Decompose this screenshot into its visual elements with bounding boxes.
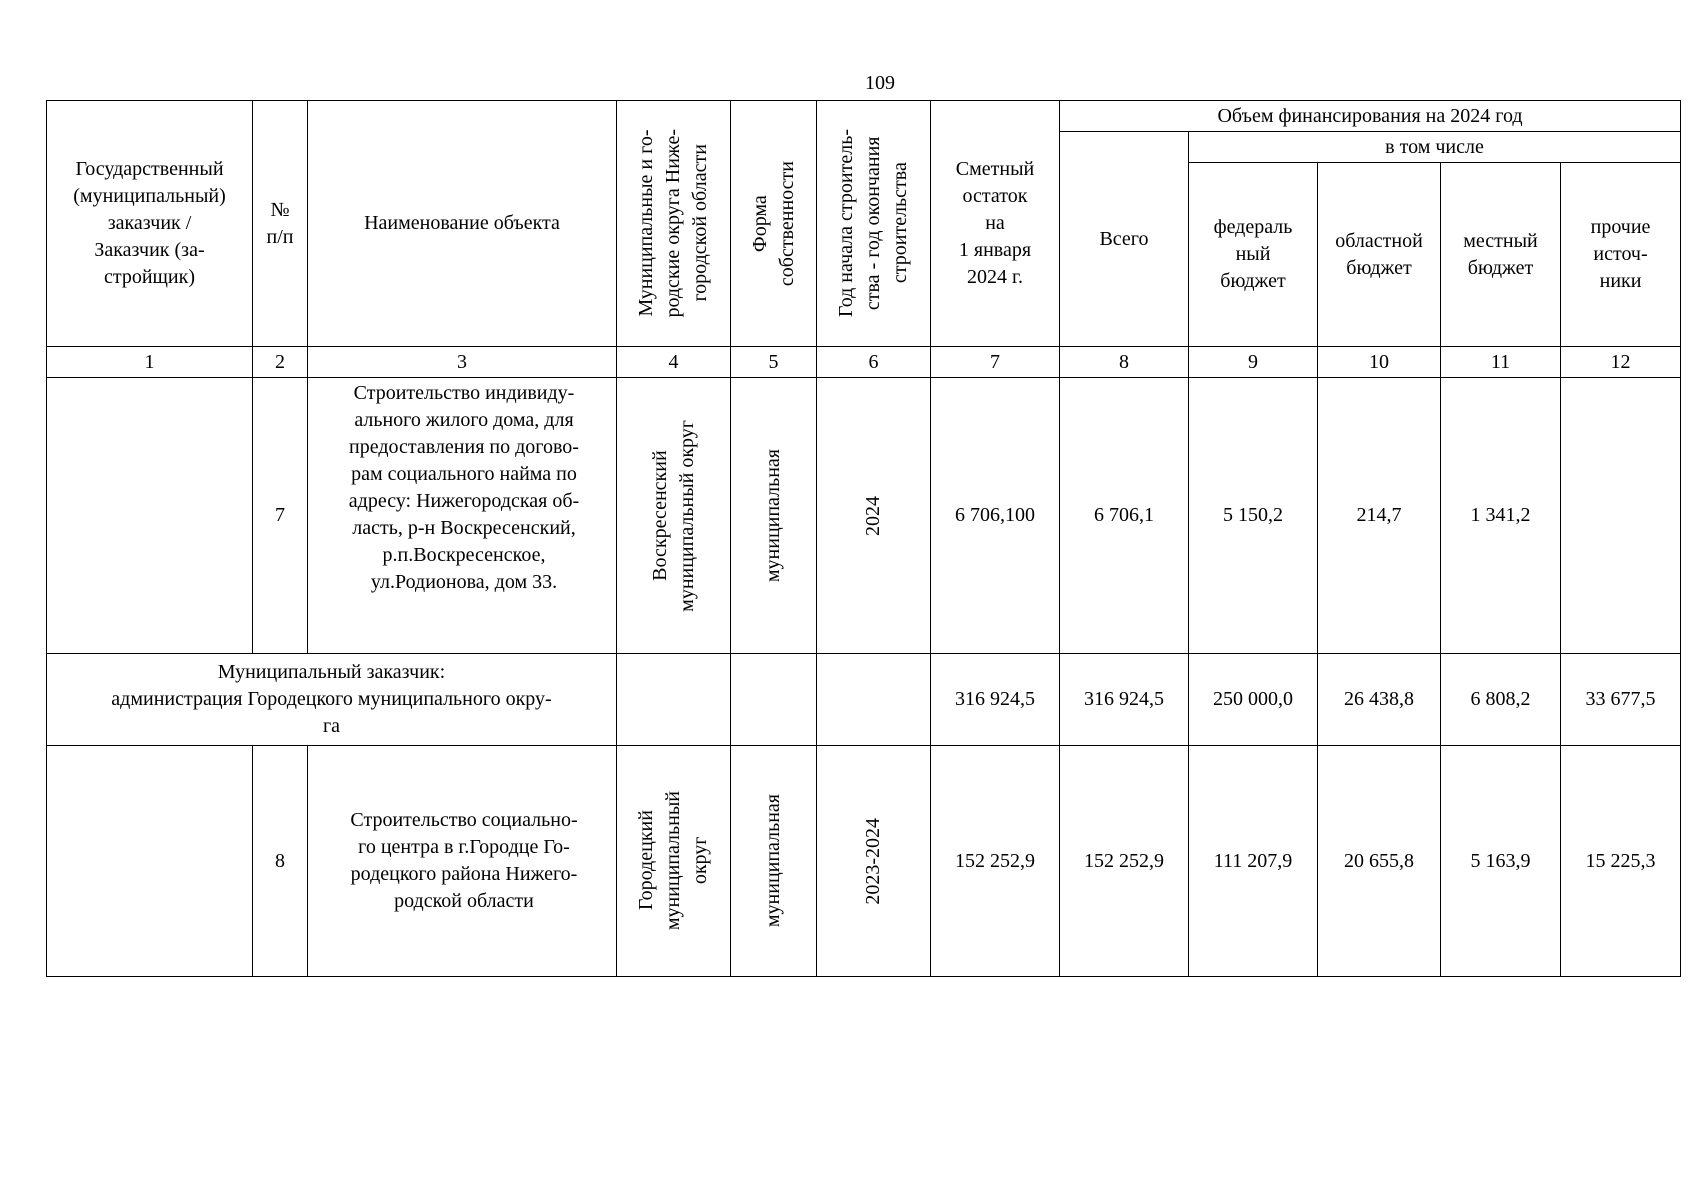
column-number: 10 — [1318, 347, 1441, 378]
district-text: Городецкий муниципальный округ — [635, 791, 711, 931]
ownership-cell — [731, 654, 817, 746]
header-ownership-text: Форма собственности — [748, 160, 798, 287]
object-name: Строительство индивиду- ального жилого дома, для предоставления по догово- рам социального найма по адресу: Нижегородская об- ласть, р-н Воскресенский, р.п.Воскресенское, ул.Родионова, дом 33. — [308, 378, 617, 654]
column-number: 8 — [1060, 347, 1189, 378]
header-financing: Объем финансирования на 2024 год — [1060, 101, 1681, 132]
page-number: 109 — [865, 72, 895, 94]
years-text: 2023-2024 — [862, 817, 884, 905]
table-row-item-8 — [47, 746, 1681, 977]
ownership-cell — [731, 378, 817, 654]
customer-cell — [47, 378, 253, 654]
header-years-text: Год начала строитель- ства - год окончания строительства — [835, 129, 911, 318]
table-row-customer-gorodets — [47, 654, 1681, 746]
header-other: прочие источ- ники — [1561, 163, 1681, 347]
header-local: местный бюджет — [1441, 163, 1561, 347]
financing-table — [46, 100, 1681, 977]
other-value: 33 677,5 — [1561, 654, 1681, 746]
other-value — [1561, 378, 1681, 654]
regional-value: 26 438,8 — [1318, 654, 1441, 746]
district-cell — [617, 378, 731, 654]
header-districts-text: Муниципальные и го- родские округа Ниже- городской области — [635, 129, 711, 318]
header-customer: Государственный (муниципальный) заказчик / Заказчик (за- стройщик) — [47, 101, 253, 347]
years-cell — [817, 654, 931, 746]
item-number: 8 — [253, 746, 308, 977]
federal-value: 5 150,2 — [1189, 378, 1318, 654]
district-cell — [617, 746, 731, 977]
regional-value: 214,7 — [1318, 378, 1441, 654]
header-districts — [617, 101, 731, 347]
local-value: 6 808,2 — [1441, 654, 1561, 746]
years-cell — [817, 378, 931, 654]
customer-cell — [47, 746, 253, 977]
table-row-item-7 — [47, 378, 1681, 654]
header-years — [817, 101, 931, 347]
object-name: Строительство социально- го центра в г.Городце Го- родецкого района Нижего- родской области — [308, 746, 617, 977]
estimate-value: 6 706,100 — [931, 378, 1060, 654]
header-total: Всего — [1060, 132, 1189, 347]
customer-name: Муниципальный заказчик: администрация Городецкого муниципального окру- га — [47, 654, 617, 746]
district-text: Воскресенский муниципальный округ — [648, 419, 698, 612]
header-ownership — [731, 101, 817, 347]
item-number: 7 — [253, 378, 308, 654]
estimate-value: 316 924,5 — [931, 654, 1060, 746]
header-number: № п/п — [253, 101, 308, 347]
total-value: 152 252,9 — [1060, 746, 1189, 977]
column-number: 1 — [47, 347, 253, 378]
total-value: 6 706,1 — [1060, 378, 1189, 654]
column-number-row — [47, 347, 1681, 378]
federal-value: 111 207,9 — [1189, 746, 1318, 977]
column-number: 9 — [1189, 347, 1318, 378]
regional-value: 20 655,8 — [1318, 746, 1441, 977]
column-number: 11 — [1441, 347, 1561, 378]
header-estimate: Сметный остаток на 1 января 2024 г. — [931, 101, 1060, 347]
header-row-1 — [47, 101, 1681, 132]
ownership-cell — [731, 746, 817, 977]
column-number: 2 — [253, 347, 308, 378]
column-number: 6 — [817, 347, 931, 378]
total-value: 316 924,5 — [1060, 654, 1189, 746]
header-regional: областной бюджет — [1318, 163, 1441, 347]
column-number: 12 — [1561, 347, 1681, 378]
ownership-text: муниципальная — [762, 794, 784, 928]
local-value: 5 163,9 — [1441, 746, 1561, 977]
ownership-text: муниципальная — [762, 448, 784, 583]
column-number: 4 — [617, 347, 731, 378]
header-including: в том числе — [1189, 132, 1681, 163]
estimate-value: 152 252,9 — [931, 746, 1060, 977]
column-number: 5 — [731, 347, 817, 378]
header-object-name: Наименование объекта — [308, 101, 617, 347]
years-text: 2024 — [862, 495, 884, 536]
local-value: 1 341,2 — [1441, 378, 1561, 654]
district-cell — [617, 654, 731, 746]
federal-value: 250 000,0 — [1189, 654, 1318, 746]
column-number: 7 — [931, 347, 1060, 378]
header-federal: федераль ный бюджет — [1189, 163, 1318, 347]
column-number: 3 — [308, 347, 617, 378]
years-cell — [817, 746, 931, 977]
other-value: 15 225,3 — [1561, 746, 1681, 977]
